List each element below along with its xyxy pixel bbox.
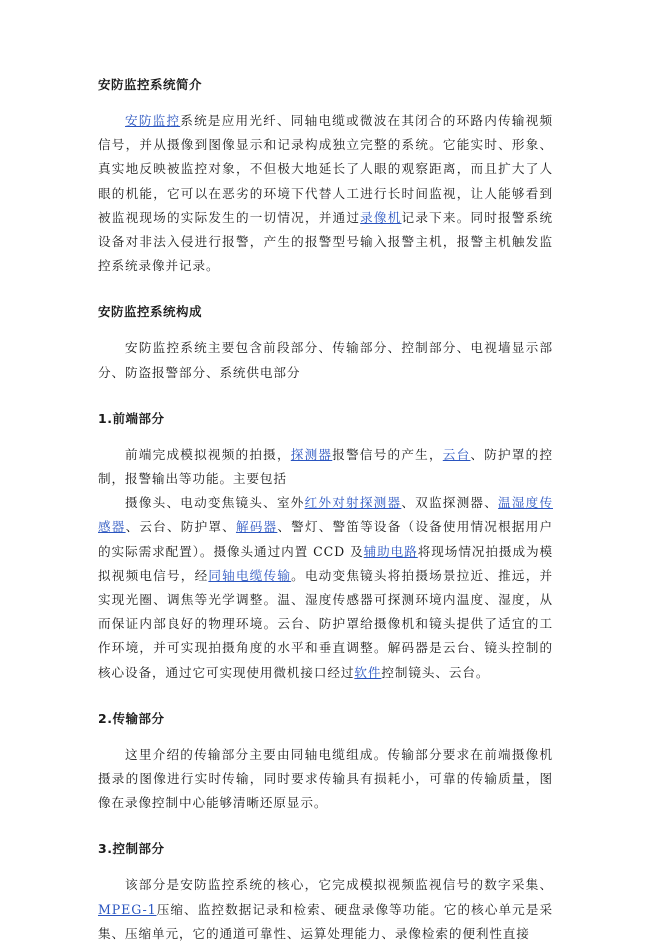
section-title-composition: 安防监控系统构成 [98, 304, 203, 320]
text-run: 、防护罩的控制，报警输出等功能。主要包括 [98, 446, 553, 487]
section-title-control: 3.控制部分 [98, 841, 165, 857]
link-infrared-beam-detector[interactable]: 红外对射探测器 [304, 495, 402, 511]
text-run: 该部分是安防监控系统的核心，它完成模拟视频监视信号的数字采集、 [125, 877, 553, 893]
text-run: 安防监控系统主要包含前段部分、传输部分、控制部分、电视墙显示部分、防盗报警部分、系统供电部分 [98, 340, 553, 380]
link-software[interactable]: 软件 [354, 664, 382, 680]
front-end-paragraph-2 [98, 491, 553, 685]
text-run: 这里介绍的传输部分主要由同轴电缆组成。传输部分要求在前端摄像机摄录的图像进行实时传输，同时要求传输具有损耗小，可靠的传输质量，图像在录像控制中心能够清晰还原显示。 [98, 746, 553, 811]
text-run: 、双监探测器、 [401, 495, 499, 511]
text-run: 、警灯、警笛等设备（设备使用情况根据用户的实际需求配置）。摄像头通过内置 CCD 及 [98, 519, 553, 559]
text-run: 报警信号的产生， [332, 446, 443, 462]
link-security-monitoring[interactable]: 安防监控 [125, 113, 181, 128]
text-run: 将现场情况拍摄成为模拟视频电信号，经 [98, 543, 553, 583]
text-run: 摄像头、电动变焦镜头、室外 [125, 495, 305, 511]
text-run: 压缩、监控数据记录和检索、硬盘录像等功能。它的核心单元是采集、压缩单元，它的通道可靠性、运算处理能力、录像检索的便利性直接 [98, 901, 553, 941]
text-run: 控制镜头、云台。 [381, 664, 490, 680]
text-run: 、云台、防护罩、 [125, 519, 236, 535]
text-run: 前端完成模拟视频的拍摄， [125, 446, 291, 462]
link-decoder[interactable]: 解码器 [235, 519, 278, 535]
section-title-intro: 安防监控系统简介 [98, 77, 203, 92]
link-pan-tilt[interactable]: 云台 [442, 446, 471, 462]
composition-paragraph [98, 336, 553, 384]
section-title-transmission: 2.传输部分 [98, 710, 165, 726]
link-temperature-humidity-sensor[interactable]: 温湿度传感器 [98, 495, 553, 535]
text-run: 记录下来。同时报警系统设备对非法入侵进行报警，产生的报警型号输入报警主机，报警主机触发监控系统录像并记录。 [98, 209, 553, 274]
link-auxiliary-circuit[interactable]: 辅助电路 [363, 543, 418, 559]
text-run: 。电动变焦镜头将拍摄场景拉近、推远，并实现光圈、调焦等光学调整。温、湿度传感器可探测环境内温度、湿度，从而保证内部良好的物理环境。云台、防护罩给摄像机和镜头提供了适宜的工作环境，并可实现拍摄角度的水平和垂直调整。解码器是云台、镜头控制的核心设备，通过它可实现使用微机接口经过 [98, 567, 553, 680]
link-coaxial-transmission[interactable]: 同轴电缆传输 [208, 567, 292, 583]
link-detector[interactable]: 探测器 [290, 446, 333, 462]
section-title-front-end: 1.前端部分 [98, 410, 165, 426]
control-paragraph [98, 873, 553, 946]
intro-paragraph [98, 109, 553, 278]
link-mpeg1[interactable]: MPEG-1 [98, 901, 157, 917]
link-video-recorder[interactable]: 录像机 [360, 209, 402, 225]
transmission-paragraph [98, 743, 553, 816]
front-end-paragraph-1 [98, 443, 553, 491]
text-run: 系统是应用光纤、同轴电缆或微波在其闭合的环路内传输视频信号，并从摄像到图像显示和记录构成独立完整的系统。它能实时、形象、真实地反映被监控对象，不但极大地延长了人眼的观察距离，而且扩大了人眼的机能，它可以在恶劣的环境下代替人工进行长时间监视，让人能够看到被监视现场的实际发生的一切情况，并通过 [98, 113, 553, 225]
document-page [98, 76, 553, 946]
